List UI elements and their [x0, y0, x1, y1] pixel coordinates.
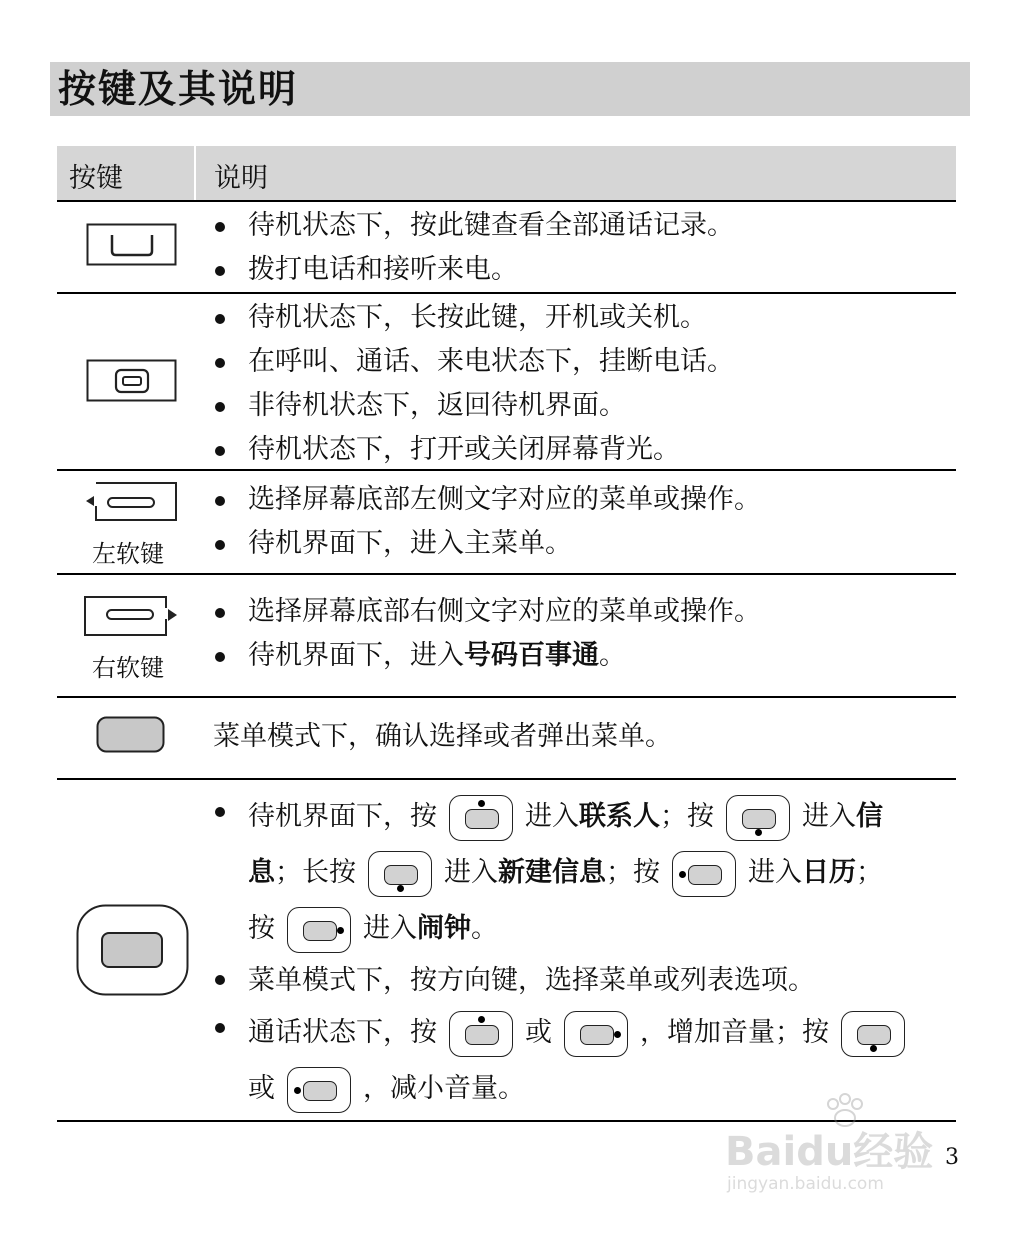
nav-left-icon — [287, 1067, 351, 1113]
nav-line-2: 息；长按 进入新建信息；按 进入日历； — [213, 845, 917, 901]
nav-left-icon — [672, 851, 736, 897]
call-key-icon — [86, 223, 178, 267]
list-item: 待机状态下，长按此键，开机或关机。 — [213, 296, 734, 340]
row-left-soft — [213, 478, 761, 566]
nav-down-icon — [368, 851, 432, 897]
list-item: 选择屏幕底部右侧文字对应的菜单或操作。 — [213, 590, 761, 634]
title-bar — [50, 62, 970, 116]
right-soft-key-label: 右软键 — [92, 654, 164, 682]
watermark-brand: Baidu经验 — [725, 1129, 934, 1175]
nav-line-1: 待机界面下，按 进入联系人；按 进入信 — [213, 789, 917, 845]
nav-right-icon — [287, 907, 351, 953]
list-item: 选择屏幕底部左侧文字对应的菜单或操作。 — [213, 478, 761, 522]
list-item: 拨打电话和接听来电。 — [213, 248, 734, 292]
nav-down-icon — [841, 1011, 905, 1057]
row-ok: 菜单模式下，确认选择或者弹出菜单。 — [213, 721, 672, 752]
header-desc: 说明 — [214, 163, 268, 194]
nav-key-icon — [76, 904, 190, 996]
left-soft-key-icon — [82, 481, 180, 523]
row-nav — [213, 789, 917, 1117]
list-item: 非待机状态下，返回待机界面。 — [213, 384, 734, 428]
nav-line-5: 通话状态下，按 或 ，增加音量；按 — [213, 1005, 917, 1061]
list-item: 待机状态下，打开或关闭屏幕背光。 — [213, 428, 734, 472]
list-item: 在呼叫、通话、来电状态下，挂断电话。 — [213, 340, 734, 384]
nav-up-icon — [449, 1011, 513, 1057]
list-item: 待机状态下，按此键查看全部通话记录。 — [213, 204, 734, 248]
nav-line-6: 或 ，减小音量。 — [213, 1061, 917, 1117]
list-item: 菜单模式下，按方向键，选择菜单或列表选项。 — [213, 957, 917, 1005]
left-soft-key-label: 左软键 — [92, 540, 164, 568]
row-call — [213, 204, 734, 292]
end-key-icon — [86, 359, 178, 403]
list-item: 待机界面下，进入主菜单。 — [213, 522, 761, 566]
nav-down-icon — [726, 795, 790, 841]
right-soft-key-icon — [82, 594, 182, 638]
ok-key-icon — [96, 716, 166, 754]
row-right-soft — [213, 590, 761, 678]
watermark-url: jingyan.baidu.com — [727, 1174, 884, 1194]
header-key: 按键 — [69, 163, 123, 194]
table-header — [57, 146, 956, 202]
nav-right-icon — [564, 1011, 628, 1057]
row-end — [213, 296, 734, 472]
page-title: 按键及其说明 — [58, 67, 299, 111]
nav-line-3: 按 进入闹钟。 — [213, 901, 917, 957]
nav-up-icon — [449, 795, 513, 841]
page-number: 3 — [945, 1145, 959, 1170]
list-item: 待机界面下，进入号码百事通。 — [213, 634, 761, 678]
